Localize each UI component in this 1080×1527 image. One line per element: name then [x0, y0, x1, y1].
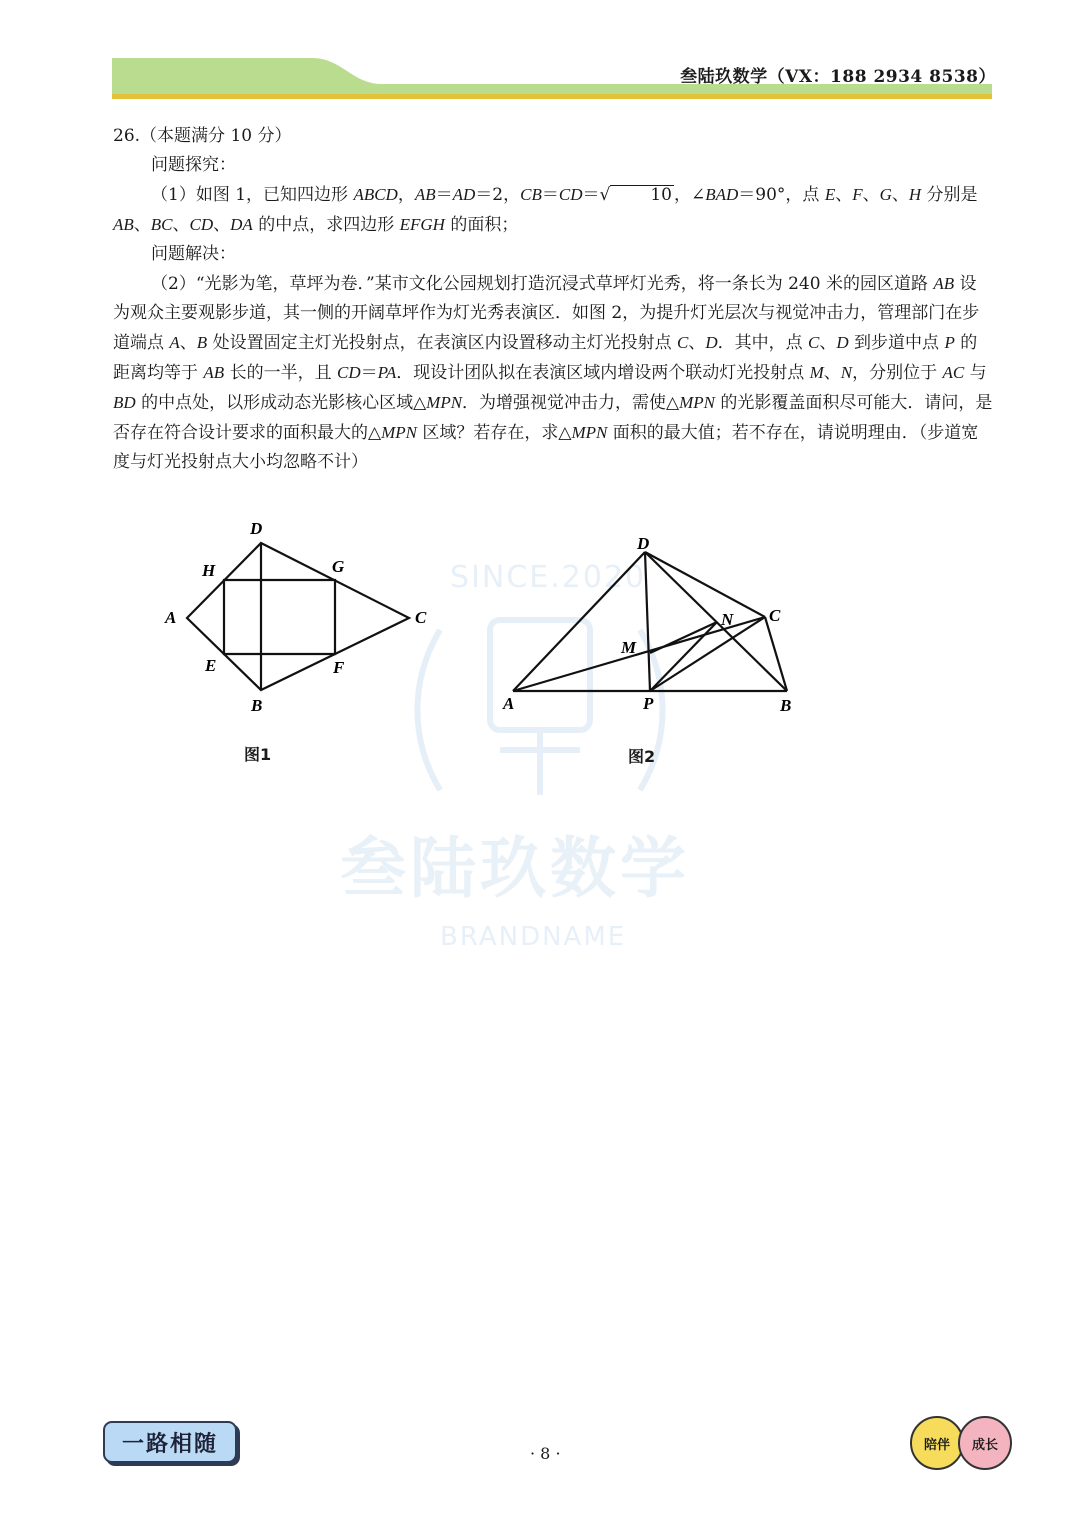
footer-badge: 一路相随 [103, 1421, 237, 1463]
segment-mn [650, 622, 717, 653]
label-c: C [769, 606, 781, 625]
footer-circle-right: 成长 [958, 1416, 1012, 1470]
solve-heading: 问题解决： [151, 244, 236, 264]
segment-pn [650, 622, 717, 691]
watermark-name: BRANDNAME [440, 922, 627, 952]
segment-dp [645, 552, 650, 691]
figure-2-diagram [495, 525, 815, 725]
segment-dc [645, 552, 765, 617]
watermark-since: SINCE.2020 [450, 560, 647, 595]
quadrilateral-efgh [224, 580, 335, 654]
label-e: E [205, 656, 217, 675]
figure-1-diagram [150, 510, 450, 730]
page-number: · 8 · [530, 1444, 561, 1463]
explore-heading: 问题探究： [151, 155, 236, 175]
figure-2-caption: 图2 [628, 747, 656, 766]
label-h: H [202, 561, 216, 580]
label-g: G [332, 557, 345, 576]
problem-text [113, 122, 993, 477]
label-b: B [251, 696, 263, 715]
label-b: B [780, 696, 792, 715]
label-f: F [333, 658, 345, 677]
part2-text: （2）“光影为笔，草坪为卷．”某市文化公园规划打造沉浸式草坪灯光秀，将一条长为 240 米的园区道路 AB 设为观众主要观影步道，其一侧的开阔草坪作为灯光秀表演区．如图 2，为提升灯光层次与视觉冲击力，管理部门在步道端点 A、B 处设置固定主灯光投射点，在表演区内设置移动主灯光投射点 C、D．其中，点 C、D 到步道中点 P 的距离均等于 AB 长的一半，且 CD＝PA．现设计团队拟在表演区域内增设两个联动灯光投射点 M、N，分别位于 AC 与 BD 的中点处，以形成动态光影核心区域△MPN．为增强视觉冲击力，需使△MPN 的光影覆盖面积尽可能大．请问，是否存在符合设计要求的面积最大的△MPN 区域？若存在，求△MPN 面积的最大值；若不存在，请说明理由．（步道宽度与灯光投射点大小均忽略不计） [113, 274, 993, 472]
label-n: N [721, 610, 734, 629]
quadrilateral-abcd [187, 543, 409, 690]
label-a: A [503, 694, 515, 713]
part1-text: （1）如图 1，已知四边形 ABCD，AB＝AD＝2，CB＝CD＝√ 10 ，∠BAD＝90°，点 E、F、G、H 分别是 AB、BC、CD、DA 的中点，求四边形 EFGH 的面积； [113, 185, 978, 235]
label-m: M [621, 638, 637, 657]
label-p: P [643, 694, 654, 713]
label-c: C [415, 608, 427, 627]
footer-circle-left: 陪伴 [910, 1416, 964, 1470]
header-brand: 叁陆玖数学（VX：188 2934 8538） [680, 67, 996, 87]
problem-number: 26.（本题满分 10 分） [113, 126, 292, 146]
segment-ad [513, 552, 645, 691]
watermark-brand: 叁陆玖数学 [340, 830, 690, 907]
label-d: D [250, 519, 263, 538]
label-a: A [165, 608, 177, 627]
label-d: D [637, 534, 650, 553]
figure-1-caption: 图1 [244, 745, 272, 764]
